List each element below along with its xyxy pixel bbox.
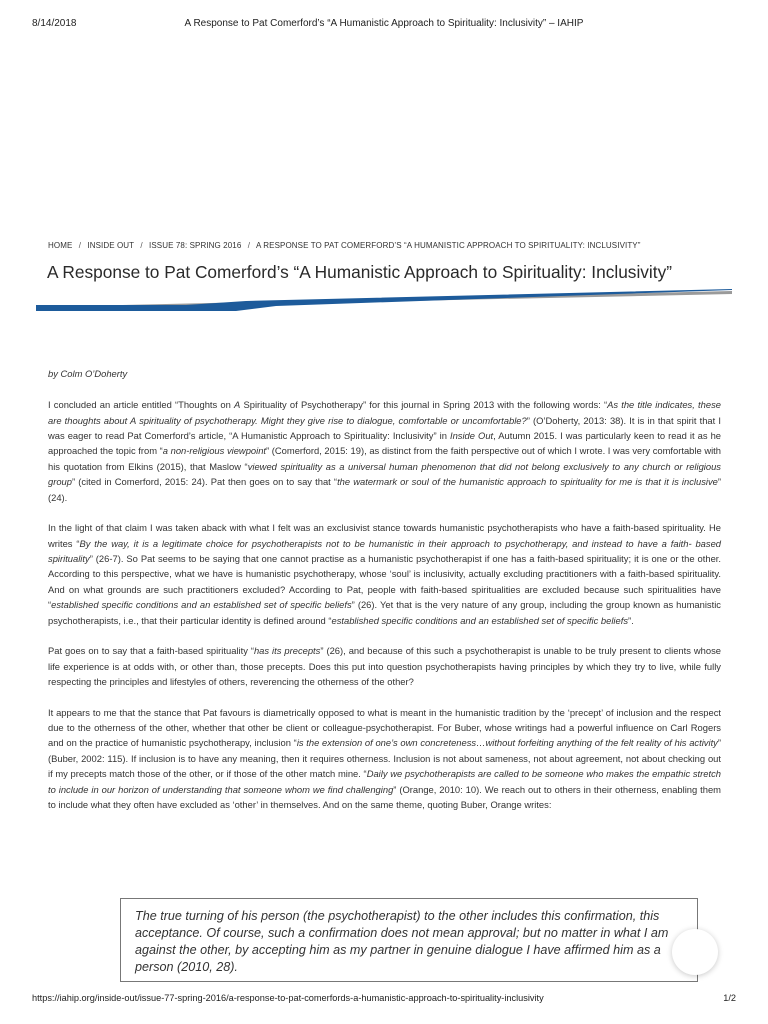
- breadcrumb-home[interactable]: HOME: [48, 241, 73, 250]
- text-run: I concluded an article entitled “Thoughts on: [48, 399, 235, 411]
- article-paragraph: [48, 705, 721, 813]
- text-run: It appears to me that the stance that Pat favours is diametrically opposed to what is meant in the humanistic tradition by the ‘precept’ of inclusion and the respect due to the otherness of the other, whether that other be client or colleague-psychotherapist. For Buber, whose writings had a powerful influence on Carl Rogers and on the practice of humanistic psychotherapy, inclusion “: [48, 706, 721, 749]
- article-paragraph: [48, 397, 721, 505]
- article-body: [48, 366, 721, 828]
- italic-text-run: A: [234, 399, 241, 411]
- print-footer: [32, 993, 736, 1007]
- print-date: 8/14/2018: [32, 18, 77, 29]
- italic-text-run: Daily we psychotherapists are called to be someone who makes the empathic stretch to include in our horizon of understanding that someone whom we find challenging: [48, 768, 721, 795]
- text-run: ” (Orange, 2010: 10). We reach out to others in their otherness, enabling them to include what they often have excluded as ‘other’ in themselves. And on the same theme, quoting Buber, Orange writes:: [48, 783, 721, 811]
- breadcrumb-inside-out[interactable]: INSIDE OUT: [87, 241, 135, 250]
- text-run: ” (Buber, 2002: 115). If inclusion is to have any meaning, then it requires otherness. Inclusion is not about sameness, not about agreement, not about checking out if my precepts match those of the other, or if those of the other match mine. “: [48, 737, 721, 780]
- print-page-title: A Response to Pat Comerford’s “A Humanistic Approach to Spirituality: Inclusivity” – IAHIP: [184, 18, 584, 29]
- title-divider-blue: [36, 289, 732, 311]
- breadcrumb-separator: /: [78, 241, 82, 250]
- text-run: ” (cited in Comerford, 2015: 24). Pat then goes on to say that “: [71, 476, 338, 488]
- italic-text-run: is the extension of one’s own concreteness…without forfeiting anything of the felt reality of his activity: [296, 737, 718, 749]
- print-url: https://iahip.org/inside-out/issue-77-spring-2016/a-response-to-pat-comerfords-a-humanistic-approach-to-spirituality-inclusivity: [32, 993, 544, 1003]
- article-paragraph: [48, 520, 721, 628]
- italic-text-run: has its precepts: [253, 645, 321, 657]
- text-run: ” (26). Yet that is the very nature of any group, including the group known as humanistic psychotherapists, i.e., that their particular identity is defined around “: [48, 599, 721, 626]
- text-run: ” (26-7). So Pat seems to be saying that one cannot practise as a humanistic psychotherapist if one has a faith-based spirituality; it is one or the other. According to this perspective, what we have is humanistic psychotherapy, whose ‘soul’ is inclusivity, actually excluding practitioners with a faith-based spirituality. And on what grounds are such practitioners excluded? According to Pat, people with faith-based spiritualities are excluded because such spiritualities have “: [48, 553, 721, 611]
- blockquote: [120, 898, 698, 982]
- floating-action-button[interactable]: [672, 929, 718, 975]
- italic-text-run: As the title indicates, these are thoughts about A spirituality of psychotherapy. Might they give rise to dialogue, comfortable or uncomfortable?: [48, 399, 721, 426]
- print-header: [32, 18, 736, 32]
- italic-text-run: the watermark or soul of the humanistic approach to spirituality for me is that it is inclusive: [337, 476, 718, 488]
- text-run: ” (O’Doherty, 2013: 38). It is in that spirit that I was eager to read Pat Comerford’s article, “A Humanistic Approach to Spirituality: Inclusivity” in: [48, 414, 721, 442]
- italic-text-run: Inside Out: [449, 430, 494, 442]
- text-run: ” (24).: [48, 476, 721, 503]
- italic-text-run: established specific conditions and an established set of specific beliefs: [331, 614, 629, 626]
- breadcrumb-current: A RESPONSE TO PAT COMERFORD’S “A HUMANISTIC APPROACH TO SPIRITUALITY: INCLUSIVITY”: [255, 241, 641, 250]
- blockquote-text: The true turning of his person (the psychotherapist) to the other includes this confirmation, this acceptance. Of course, such a confirmation does not mean approval; but no matter in what I am against the other, by accepting him as my partner in genuine dialogue I have affirmed him as a person (2010, 28).: [135, 908, 669, 974]
- breadcrumb-issue[interactable]: ISSUE 78: SPRING 2016: [149, 241, 242, 250]
- text-run: Pat goes on to say that a faith-based spirituality “: [48, 645, 254, 657]
- text-run: ”.: [628, 614, 634, 626]
- text-run: Spirituality of Psychotherapy” for this journal in Spring 2013 with the following words: “: [240, 399, 608, 411]
- italic-text-run: established specific conditions and an established set of specific beliefs: [51, 599, 352, 611]
- title-divider: [36, 288, 732, 314]
- page-number: 1/2: [723, 993, 736, 1003]
- text-run: ” (Comerford, 2015: 19), as distinct from the faith perspective out of which I wrote. I was very comfortable with his quotation from Elkins (2015), that Maslow “: [48, 445, 721, 472]
- text-run: In the light of that claim I was taken aback with what I felt was an exclusivist stance towards humanistic psychotherapists who have a faith-based spirituality. He writes “: [48, 522, 721, 549]
- byline: by Colm O’Doherty: [48, 368, 128, 379]
- text-run: , Autumn 2015. I was particularly keen to read it as he approached the topic from “: [48, 430, 721, 457]
- breadcrumb-separator: /: [140, 241, 143, 250]
- breadcrumb: [48, 241, 736, 250]
- article-paragraph: [48, 643, 721, 689]
- italic-text-run: a non-religious viewpoint: [162, 445, 267, 457]
- italic-text-run: By the way, it is a legitimate choice for psychotherapists not to be humanistic in their approach to psychotherapy, and instead to have a faith- based spirituality: [48, 537, 721, 565]
- breadcrumb-separator: /: [247, 241, 251, 250]
- italic-text-run: viewed spirituality as a universal human phenomenon that did not belong exclusively to any church or religious group: [48, 460, 721, 488]
- text-run: ” (26), and because of this such a psychotherapist is unable to be truly present to clients whose life experience is at odds with, or other than, those precepts. Does this put into question psychotherapists having principles by which they try to live, while fully respecting the principles and lifestyles of others, reverencing the otherness of the other?: [48, 645, 721, 688]
- page-title: A Response to Pat Comerford’s “A Humanistic Approach to Spirituality: Inclusivity”: [47, 262, 672, 282]
